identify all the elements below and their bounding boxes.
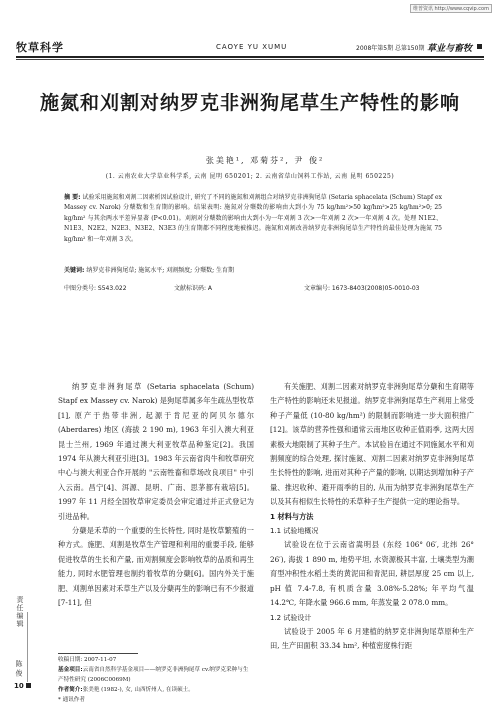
square-icon <box>477 44 482 49</box>
fund-note <box>58 665 254 685</box>
site-paragraph: 试验设在位于云南省嵩明县 (东经 106° 06′, 北纬 26° 26′), 海拔 1 890 m, 地势平坦, 水资源极其丰富, 土壤类型为潮育型冲积性水稻土类的黄泥田和青泥田, 耕层厚度 25 cm 以上, pH 值 7.4-7.8, 有机质含量 3.08%-5.28%; 年平均气温 14.2℃, 年降水量 966.6 mm, 年蒸发量 2 078.0 mm。 <box>270 540 474 608</box>
sidebar-rule <box>27 612 28 682</box>
editor-name: 陈 俊 <box>15 660 23 677</box>
left-column <box>58 380 254 611</box>
design-paragraph: 试验设于 2005 年 6 月建植的纳罗克非洲狗尾草原种生产田, 生产田面积 33.34 hm², 种植密度株行距 <box>270 626 474 651</box>
bio-label: 作者简介: <box>58 687 83 693</box>
article-number: 文章编号: 1673-8403(2008)05-0010-03 <box>304 285 420 292</box>
issue-info: 2008年第5期 总第150期 <box>356 44 425 52</box>
fund-label: 基金项目: <box>58 667 83 673</box>
article-title: 施氮和刈割对纳罗克非洲狗尾草生产特性的影响 <box>40 92 461 114</box>
keywords <box>64 265 442 274</box>
right-column <box>270 380 474 654</box>
square-icon <box>26 683 31 688</box>
watermark: 维普资讯 http://www.cqvip.com <box>410 4 492 13</box>
footnote-rule <box>58 653 138 654</box>
bio-text: 张美艳 (1982-), 女, 山西忻州人, 在读硕士。 <box>82 687 194 693</box>
keywords-label: 关键词: <box>64 267 85 274</box>
section-heading: 1 材料与方法 <box>270 511 314 521</box>
authors: 张美艳¹, 邓菊芬², 尹 俊² <box>205 156 325 165</box>
affiliation: (1. 云南农业大学草业科学系, 云南 昆明 650201; 2. 云南省草山饲料工作站, 云南 昆明 650225) <box>105 173 395 180</box>
author-bio <box>58 685 254 695</box>
received-date: 收稿日期: 2007-11-07 <box>58 657 117 663</box>
document-code: 文献标识码: A <box>174 285 213 292</box>
journal-name: 牧草科学 <box>16 41 64 54</box>
intro-paragraph-3: 有关施肥、刈割二因素对纳罗克非洲狗尾草分蘖和生育期等生产特性的影响还未见报道。纳罗克非洲狗尾草生产利用上常受种子产量低 (10-80 kg/hm²) 的限制而影响进一步大面积推广[12]。该草的营养性强和通常云南地区收种正值雨季, 这两大因素极大地限制了其种子生产。本试验旨在通过不同施氮水平和刈割频度的综合处理, 探讨施氮、刈割二因素对纳罗克非洲狗尾草生长特性的影响, 进而对其种子产量的影响, 以期达到增加种子产量、推迟收种、避开雨季的目的, 从而为纳罗克非洲狗尾草生产以及其有相似生长特性的禾草种子生产提供一定的理论指导。 <box>270 382 474 507</box>
abstract-text: 试验采用施氮和刈割二因素析因试验设计, 研究了不同的施氮和刈割组合对纳罗克非洲狗尾草 (Setaria sphacelata (Schum) Stapf ex Massey cv. Narok) 分蘖数和生育期的影响。结果表明: 施氮对分蘖数的影响由大到小为 75 kg/hm²>50 kg/hm²>25 kg/hm²>0; 25 kg/hm² 与其余两水平差异显著 (P<0.01)。刈割对分蘖数的影响由大到小为一年刈割 3 次>一年刈割 2 次>一年刈割 4 次。处理 N1E2、N1E3、N2E2、N2E3、N3E2、N3E3 的生育期都不同程度地被推迟。施氮和刈割改善纳罗克非洲狗尾草生产特性的最佳处理为施氮 75 kg/hm² 和一年刈割 3 次。 <box>64 194 442 243</box>
corresponding-author: * 通讯作者 <box>58 697 85 703</box>
subsection-heading-1: 1.1 试验地概况 <box>270 527 319 536</box>
page-number: 10 <box>14 682 24 690</box>
keywords-text: 纳罗克非洲狗尾草; 施氮水平; 刈割频度; 分蘖数; 生育期 <box>86 267 235 274</box>
editor-label: 责任编辑 <box>16 596 24 628</box>
abstract <box>64 193 442 245</box>
running-head <box>16 40 484 54</box>
intro-paragraph-1: 纳罗克非洲狗尾草 (Setaria sphacelata (Schum) Stapf ex Massey cv. Narok) 是狗尾草属多年生疏丛型牧草[1], 原产于热带非洲, 起源于肯尼亚的阿贝尔德尔 (Aberdares) 地区 (海拔 2 190 m), 1963 年引入澳大利亚昆士兰州, 1969 年通过澳大利亚牧草品种鉴定[2]。我国 1974 年从澳大利亚引进[3]。1983 年云南省肉牛和牧草研究中心与澳大利亚合作开展的 "云南牲畜和草场改良项目" 中引入云南。昌宁[4]、洱源、昆明、广南、思茅都有栽培[5]。1997 年 11 月经全国牧草审定委员会审定通过并正式登记为引进品种。 <box>58 382 254 521</box>
brand-title: 草业与畜牧 <box>426 43 472 54</box>
fund-text: 云南省自然科学基金项目——纳罗克非洲狗尾草 cv.纳罗克采种与生产特性研究 (2006C0069M) <box>58 667 249 683</box>
intro-paragraph-2: 分蘖是禾草的一个重要的生长特性, 同时是牧草繁殖的一种方式。施肥、刈割是牧草生产管理和利用的重要手段, 能够促进牧草的生长和产量, 而刈割频度会影响牧草的品质和再生能力, 同时水肥管理也制约着牧草的分蘖[6]。国内外关于施肥、刈割单因素对禾草生产以及分蘖再生的影响已有不少报道[7-11], 但 <box>58 526 254 608</box>
journal-pinyin: CAOYE YU XUMU <box>216 43 288 51</box>
subsection-heading-2: 1.2 试验设计 <box>270 613 312 622</box>
clc-number: 中图分类号: S543.022 <box>64 285 127 292</box>
abstract-label: 摘 要: <box>64 194 81 201</box>
footnotes <box>58 655 254 705</box>
header-rule <box>16 56 484 58</box>
header-rule-thin <box>16 59 484 60</box>
